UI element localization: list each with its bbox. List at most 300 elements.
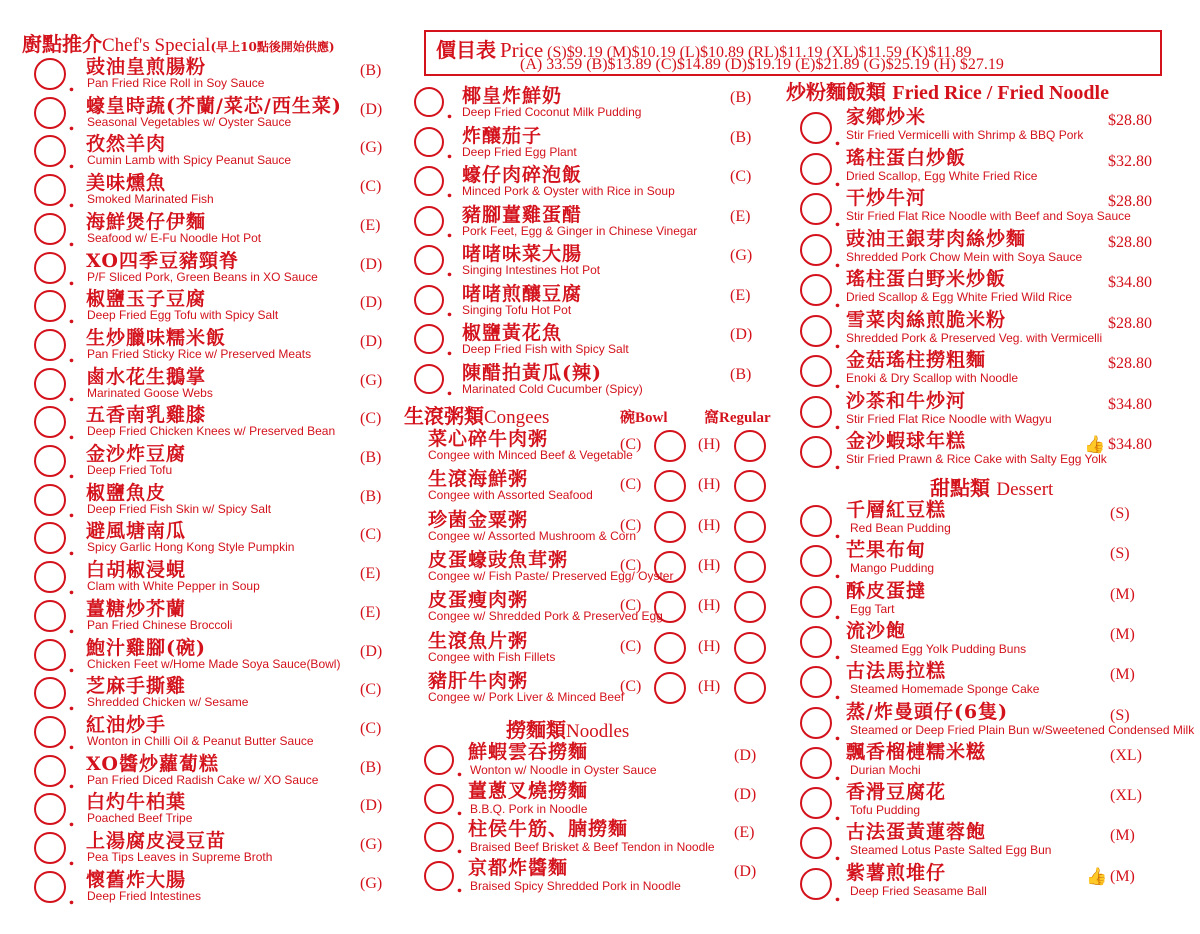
regular-order-checkbox[interactable]: [734, 632, 766, 664]
order-checkbox[interactable]: [800, 545, 832, 577]
price-code: (D): [734, 785, 757, 803]
price-code: (C): [360, 719, 382, 737]
dish-name-cn: 古法馬拉糕: [846, 660, 947, 683]
order-checkbox[interactable]: [34, 755, 66, 787]
dish-name-en: Congee w/ Pork Liver & Minced Beef: [428, 689, 625, 704]
price-code: (D): [360, 255, 383, 273]
bullet-dot: .: [834, 450, 841, 474]
price-code: (G): [360, 371, 383, 389]
bullet-dot: .: [834, 801, 841, 826]
bullet-dot: .: [456, 795, 463, 820]
bowl-order-checkbox[interactable]: [654, 632, 686, 664]
dish-name-en: Wonton w/ Noodle in Oyster Sauce: [470, 763, 657, 777]
order-checkbox[interactable]: [424, 784, 454, 814]
price-code: (C): [360, 681, 382, 699]
bullet-dot: .: [68, 729, 75, 754]
order-checkbox[interactable]: [800, 234, 832, 266]
order-checkbox[interactable]: [34, 793, 66, 825]
bullet-dot: .: [68, 226, 75, 251]
dish-name-cn: 豉油皇煎腸粉: [86, 56, 207, 78]
price-code: $28.80: [1108, 355, 1152, 372]
price-title-cn: 價目表: [436, 38, 496, 62]
dish-name-cn: 古法蛋黃蓮蓉飽: [846, 821, 987, 844]
dish-name-cn: 瑤柱蛋白野米炒飯: [846, 268, 1007, 290]
dish-name-en: Congee with Fish Fillets: [428, 649, 556, 664]
price-code: (M): [1110, 867, 1135, 885]
dish-name-en: Pan Fried Chinese Broccoli: [87, 617, 233, 632]
dish-name-en: Braised Spicy Shredded Pork in Noodle: [470, 878, 681, 893]
dish-name-cn: 紅油炒手: [86, 713, 167, 736]
price-code: (D): [360, 797, 383, 815]
regular-price-code: (H): [698, 556, 721, 574]
dish-name-en: Marinated Cold Cucumber (Spicy): [462, 381, 643, 396]
order-checkbox[interactable]: [414, 245, 444, 275]
dish-name-cn: 陳醋拍黃瓜(辣): [462, 361, 602, 384]
dish-name-cn: 蒸/炸曼頭仔(6隻): [846, 700, 1009, 723]
dish-name-en: P/F Sliced Pork, Green Beans in XO Sauce: [87, 269, 318, 284]
regular-order-checkbox[interactable]: [734, 591, 766, 623]
price-code: (S): [1110, 505, 1130, 522]
bullet-dot: .: [68, 884, 75, 909]
dish-name-en: Congee with Assorted Seafood: [428, 488, 593, 503]
order-checkbox[interactable]: [800, 827, 832, 859]
price-code: (C): [730, 168, 752, 185]
congee-regular-header: [704, 405, 771, 430]
congee-header: [404, 404, 549, 430]
order-checkbox[interactable]: [414, 324, 444, 354]
price-code: $32.80: [1108, 152, 1152, 170]
price-line-2: (A) 33.59 (B)$13.89 (C)$14.89 (D)$19.19 (E)$21.89 (G)$25.19 (H) $27.19: [520, 56, 1004, 73]
thumbs-up-icon: 👍: [1086, 866, 1108, 887]
price-code: $28.80: [1108, 314, 1152, 332]
dish-name-en: Seafood w/ E-Fu Noodle Hot Pot: [87, 230, 262, 245]
order-checkbox[interactable]: [800, 626, 832, 658]
dish-name-cn: 椒鹽魚皮: [86, 481, 167, 504]
dish-name-cn: 瑤柱蛋白炒飯: [846, 146, 967, 169]
bullet-dot: .: [68, 420, 75, 445]
dish-name-en: Congee w/ Fish Paste/ Preserved Egg/ Oyster: [428, 568, 674, 583]
order-checkbox[interactable]: [424, 861, 454, 891]
bullet-dot: .: [834, 328, 841, 353]
noodles-title-en: Noodles: [566, 721, 630, 742]
price-code: (D): [734, 862, 757, 880]
bullet-dot: .: [456, 757, 463, 781]
dish-name-cn: 芒果布甸: [846, 539, 927, 562]
dish-name-en: Singing Tofu Hot Pot: [462, 302, 572, 317]
dish-name-cn: 雪菜肉絲煎脆米粉: [846, 308, 1007, 331]
dish-name-cn: 豉油王銀芽肉絲炒麵: [846, 227, 1027, 250]
dish-name-en: Red Bean Pudding: [850, 521, 951, 535]
price-code: $34.80: [1108, 436, 1152, 453]
price-table-box: [424, 30, 1162, 76]
bullet-dot: .: [68, 691, 75, 716]
price-title-en: Price: [500, 38, 544, 62]
bullet-dot: .: [446, 296, 453, 321]
order-checkbox[interactable]: [800, 274, 832, 306]
order-checkbox[interactable]: [800, 112, 832, 144]
order-checkbox[interactable]: [800, 868, 832, 900]
dish-name-en: Durian Mochi: [850, 762, 921, 777]
dish-name-cn: 鮑汁雞腳(碗): [86, 636, 206, 659]
price-code: (C): [360, 178, 382, 196]
dish-name-cn: 蠔皇時蔬(芥蘭/菜芯/西生菜): [86, 94, 342, 117]
order-checkbox[interactable]: [34, 213, 66, 245]
dish-name-cn: 美味燻魚: [86, 172, 167, 195]
price-code: (D): [734, 747, 757, 764]
bullet-dot: .: [446, 178, 453, 202]
bowl-price-code: (C): [620, 677, 642, 695]
chef-special-header: [22, 28, 335, 57]
regular-price-code: (H): [698, 677, 721, 695]
dish-name-cn: 酥皮蛋撻: [846, 579, 927, 602]
dish-name-en: Congee w/ Shredded Pork & Preserved Egg: [428, 609, 663, 624]
order-checkbox[interactable]: [800, 747, 832, 779]
price-code: $34.80: [1108, 395, 1152, 413]
dish-name-cn: 金沙蝦球年糕: [846, 430, 967, 452]
price-code: (C): [360, 526, 382, 544]
dish-name-en: Smoked Marinated Fish: [87, 192, 214, 207]
dish-name-cn: 白灼牛柏葉: [86, 791, 187, 814]
bowl-label-en: Bowl: [635, 410, 668, 426]
regular-price-code: (H): [698, 597, 721, 615]
dish-name-cn: 芝麻手撕雞: [86, 675, 187, 698]
dish-name-cn: 避風塘南瓜: [86, 520, 187, 543]
bullet-dot: .: [68, 846, 75, 870]
order-checkbox[interactable]: [34, 329, 66, 361]
price-code: (B): [730, 89, 752, 106]
order-checkbox[interactable]: [34, 832, 66, 864]
bowl-price-code: (C): [620, 476, 642, 494]
bullet-dot: .: [834, 680, 841, 705]
bowl-order-checkbox[interactable]: [654, 511, 686, 543]
order-checkbox[interactable]: [800, 153, 832, 185]
dish-name-en: Deep Fried Intestines: [87, 888, 202, 903]
dish-name-en: Congee with Minced Beef & Vegetable: [428, 448, 633, 462]
dish-name-en: Pan Fried Sticky Rice w/ Preserved Meats: [87, 346, 312, 361]
dish-name-cn: 干炒牛河: [846, 187, 927, 209]
bowl-price-code: (C): [620, 436, 642, 453]
dish-name-cn: 懷舊炸大腸: [86, 868, 187, 891]
dish-name-cn: 五香南乳雞膝: [86, 404, 207, 427]
order-checkbox[interactable]: [414, 206, 444, 236]
dish-name-en: Wonton in Chilli Oil & Peanut Butter Sauce: [87, 733, 314, 748]
dish-name-cn: 孜然羊肉: [86, 133, 167, 156]
price-code: (B): [360, 758, 382, 776]
dish-name-cn: 豬肝牛肉粥: [428, 669, 529, 692]
dish-name-en: Marinated Goose Webs: [87, 385, 213, 400]
bullet-dot: .: [68, 652, 75, 677]
dish-name-en: Cumin Lamb with Spicy Peanut Sauce: [87, 153, 292, 168]
order-checkbox[interactable]: [800, 436, 832, 468]
dish-name-cn: 京都炸醬麵: [468, 856, 569, 879]
dish-name-cn: 皮蛋瘦肉粥: [428, 589, 529, 612]
price-code: $34.80: [1108, 274, 1152, 291]
order-checkbox[interactable]: [424, 822, 454, 852]
fried-header: [786, 80, 1109, 105]
order-checkbox[interactable]: [800, 355, 832, 387]
bowl-order-checkbox[interactable]: [654, 672, 686, 704]
bullet-dot: .: [68, 536, 75, 561]
price-code: (B): [730, 365, 752, 383]
dish-name-en: Stir Fried Flat Rice Noodle with Wagyu: [846, 411, 1052, 426]
dish-name-cn: 金沙炸豆腐: [86, 443, 187, 465]
dish-name-en: Poached Beef Tripe: [87, 811, 193, 826]
dish-name-en: Deep Fried Fish with Spicy Salt: [462, 342, 629, 356]
dessert-title-en: Dessert: [996, 479, 1054, 500]
price-code: (D): [730, 326, 753, 343]
bowl-price-code: (C): [620, 637, 642, 655]
dish-name-en: B.B.Q. Pork in Noodle: [470, 801, 588, 816]
bullet-dot: .: [834, 760, 841, 785]
bowl-order-checkbox[interactable]: [654, 551, 686, 583]
chef-special-title-en: Chef's Special: [102, 35, 211, 56]
bullet-dot: .: [834, 409, 841, 434]
dish-name-cn: 紫薯煎堆仔: [846, 861, 947, 884]
dish-name-cn: 椰皇炸鮮奶: [462, 85, 563, 107]
dish-name-cn: 海鮮煲仔伊麵: [86, 210, 207, 233]
dish-name-en: Clam with White Pepper in Soup: [87, 579, 260, 594]
order-checkbox[interactable]: [34, 871, 66, 903]
bullet-dot: .: [834, 126, 841, 150]
order-checkbox[interactable]: [34, 97, 66, 129]
order-checkbox[interactable]: [34, 677, 66, 709]
order-checkbox[interactable]: [34, 58, 66, 90]
dish-name-cn: 鮮蝦雲吞撈麵: [468, 741, 589, 763]
dish-name-en: Pea Tips Leaves in Supreme Broth: [87, 850, 273, 864]
dessert-header: [930, 476, 1053, 502]
order-checkbox[interactable]: [414, 364, 444, 394]
dessert-title-cn: 甜點類: [930, 476, 990, 500]
bullet-dot: .: [834, 599, 841, 624]
dish-name-en: Enoki & Dry Scallop with Noodle: [846, 371, 1019, 385]
price-code: (M): [1110, 666, 1135, 684]
regular-price-code: (H): [698, 637, 721, 655]
price-code: (D): [360, 642, 383, 660]
order-checkbox[interactable]: [34, 484, 66, 516]
dish-name-cn: 珍菌金粟粥: [428, 508, 529, 531]
order-checkbox[interactable]: [800, 787, 832, 819]
order-checkbox[interactable]: [34, 252, 66, 284]
price-code: (B): [360, 62, 382, 79]
dish-name-cn: 薑糖炒芥蘭: [86, 597, 187, 620]
dish-name-en: Deep Fried Fish Skin w/ Spicy Salt: [87, 501, 272, 516]
dish-name-en: Deep Fried Tofu: [87, 463, 173, 477]
price-code: (E): [360, 565, 381, 583]
bullet-dot: .: [834, 841, 841, 866]
bullet-dot: .: [446, 138, 453, 163]
chef-special-title-cn: 廚點推介: [22, 32, 102, 56]
price-code: (G): [360, 836, 383, 853]
fried-title-cn: 炒粉麵飯類: [786, 80, 886, 104]
order-checkbox[interactable]: [414, 87, 444, 117]
bowl-order-checkbox[interactable]: [654, 470, 686, 502]
regular-order-checkbox[interactable]: [734, 551, 766, 583]
order-checkbox[interactable]: [800, 666, 832, 698]
bullet-dot: .: [68, 72, 75, 96]
bullet-dot: .: [834, 720, 841, 745]
thumbs-up-icon: 👍: [1084, 435, 1106, 455]
price-code: (D): [360, 294, 383, 312]
dish-name-en: Pan Fried Rice Roll in Soy Sauce: [87, 76, 265, 90]
regular-price-code: (H): [698, 476, 721, 494]
bullet-dot: .: [834, 519, 841, 543]
price-code: (E): [734, 824, 755, 841]
price-line-1: (S)$9.19 (M)$10.19 (L)$10.89 (RL)$11.19 (XL)$11.59 (K)$11.89: [547, 44, 972, 61]
dish-name-cn: 菜心碎牛肉粥: [428, 428, 549, 450]
bullet-dot: .: [68, 768, 75, 793]
dish-name-cn: 皮蛋蠔豉魚茸粥: [428, 548, 569, 571]
regular-order-checkbox[interactable]: [734, 511, 766, 543]
order-checkbox[interactable]: [800, 505, 832, 537]
order-checkbox[interactable]: [34, 522, 66, 554]
bowl-price-code: (C): [620, 597, 642, 615]
order-checkbox[interactable]: [34, 716, 66, 748]
order-checkbox[interactable]: [800, 586, 832, 618]
bullet-dot: .: [834, 639, 841, 664]
congee-bowl-header: [620, 405, 668, 430]
bullet-dot: .: [68, 807, 75, 832]
dish-name-en: Dried Scallop, Egg White Fried Rice: [846, 168, 1038, 183]
price-code: (E): [360, 216, 381, 234]
bullet-dot: .: [68, 265, 75, 290]
regular-price-code: (H): [698, 436, 721, 453]
bullet-dot: .: [68, 459, 75, 483]
dish-name-cn: 千層紅豆糕: [846, 499, 947, 521]
dish-name-en: Stir Fried Vermicelli with Shrimp & BBQ Pork: [846, 128, 1084, 142]
dish-name-en: Dried Scallop & Egg White Fried Wild Rice: [846, 290, 1073, 304]
dish-name-cn: 香滑豆腐花: [846, 781, 947, 804]
dish-name-en: Minced Pork & Oyster with Rice in Soup: [462, 184, 675, 198]
dish-name-en: Steamed Egg Yolk Pudding Buns: [850, 641, 1027, 656]
dish-name-en: Egg Tart: [850, 601, 895, 616]
order-checkbox[interactable]: [34, 135, 66, 167]
bullet-dot: .: [68, 342, 75, 367]
bullet-dot: .: [446, 375, 453, 400]
dish-name-en: Stir Fried Flat Rice Noodle with Beef and Soya Sauce: [846, 209, 1131, 223]
fried-title-en: Fried Rice / Fried Noodle: [892, 82, 1109, 104]
price-code: (M): [1110, 827, 1135, 845]
order-checkbox[interactable]: [34, 600, 66, 632]
dish-name-cn: XO醬炒蘿蔔糕: [86, 752, 219, 775]
bullet-dot: .: [68, 188, 75, 213]
dish-name-cn: 生滾魚片粥: [428, 629, 529, 652]
dish-name-en: Steamed or Deep Fried Plain Bun w/Sweetened Condensed Milk: [850, 722, 1195, 737]
order-checkbox[interactable]: [34, 290, 66, 322]
price-code: (B): [730, 128, 752, 146]
order-checkbox[interactable]: [34, 445, 66, 477]
order-checkbox[interactable]: [800, 193, 832, 225]
price-code: (G): [730, 247, 753, 264]
price-code: (G): [360, 139, 383, 157]
order-checkbox[interactable]: [424, 745, 454, 775]
dish-name-cn: 家鄉炒米: [846, 106, 927, 128]
bullet-dot: .: [834, 247, 841, 272]
price-code: (C): [360, 410, 382, 428]
order-checkbox[interactable]: [800, 396, 832, 428]
bowl-order-checkbox[interactable]: [654, 591, 686, 623]
bullet-dot: .: [446, 257, 453, 281]
price-code: $28.80: [1108, 193, 1152, 210]
order-checkbox[interactable]: [34, 639, 66, 671]
dish-name-en: Deep Fried Egg Plant: [462, 144, 577, 159]
price-code: (M): [1110, 625, 1135, 643]
price-code: (D): [360, 332, 383, 350]
dish-name-cn: 椒鹽玉子豆腐: [86, 288, 207, 311]
dish-name-cn: 生炒臘味糯米飯: [86, 326, 227, 349]
dish-name-en: Deep Fried Coconut Milk Pudding: [462, 105, 642, 119]
dish-name-en: Pork Feet, Egg & Ginger in Chinese Vinegar: [462, 223, 698, 238]
dish-name-cn: 薑蔥叉燒撈麵: [468, 779, 589, 802]
regular-label-cn: 窩: [704, 408, 720, 426]
dish-name-cn: 白胡椒浸蜆: [86, 559, 187, 582]
dish-name-en: Deep Fried Seasame Ball: [850, 883, 987, 898]
bullet-dot: .: [446, 336, 453, 360]
dish-name-en: Pan Fried Diced Radish Cake w/ XO Sauce: [87, 772, 319, 787]
dish-name-cn: 沙茶和牛炒河: [846, 389, 967, 412]
dish-name-cn: 金菇瑤柱撈粗麵: [846, 349, 987, 371]
congee-title-cn: 生滾粥類: [404, 404, 484, 428]
dish-name-en: Mango Pudding: [850, 561, 935, 576]
dish-name-en: Chicken Feet w/Home Made Soya Sauce(Bowl): [87, 656, 341, 671]
dish-name-cn: 生滾海鮮粥: [428, 468, 529, 491]
order-checkbox[interactable]: [34, 406, 66, 438]
order-checkbox[interactable]: [800, 707, 832, 739]
order-checkbox[interactable]: [414, 127, 444, 157]
regular-label-en: Regular: [719, 410, 771, 426]
dish-name-en: Shredded Pork & Preserved Veg. with Vermicelli: [846, 330, 1103, 345]
bowl-order-checkbox[interactable]: [654, 430, 686, 462]
bullet-dot: .: [446, 217, 453, 242]
bullet-dot: .: [446, 99, 453, 123]
regular-order-checkbox[interactable]: [734, 672, 766, 704]
bullet-dot: .: [68, 613, 75, 638]
regular-order-checkbox[interactable]: [734, 430, 766, 462]
dish-name-en: Stir Fried Prawn & Rice Cake with Salty Egg Yolk: [846, 452, 1107, 466]
dish-name-en: Steamed Homemade Sponge Cake: [850, 682, 1040, 697]
order-checkbox[interactable]: [414, 166, 444, 196]
price-code: $28.80: [1108, 112, 1152, 129]
order-checkbox[interactable]: [34, 174, 66, 206]
dish-name-en: Shredded Pork Chow Mein with Soya Sauce: [846, 249, 1083, 264]
bullet-dot: .: [834, 881, 841, 906]
price-code: (G): [360, 874, 383, 892]
dish-name-en: Shredded Chicken w/ Sesame: [87, 695, 249, 710]
dish-name-cn: XO四季豆豬頸脊: [86, 249, 239, 272]
dish-name-cn: 柱侯牛筋、腩撈麵: [468, 818, 629, 840]
bowl-label-cn: 碗: [620, 408, 636, 426]
dish-name-cn: 流沙飽: [846, 619, 907, 642]
order-checkbox[interactable]: [414, 285, 444, 315]
dish-name-cn: 豬腳薑雞蛋醋: [462, 203, 583, 226]
noodles-title-cn: 撈麵類: [506, 718, 566, 742]
order-checkbox[interactable]: [34, 561, 66, 593]
bullet-dot: .: [68, 381, 75, 406]
price-code: (S): [1110, 706, 1130, 724]
order-checkbox[interactable]: [34, 368, 66, 400]
order-checkbox[interactable]: [800, 315, 832, 347]
price-code: (E): [360, 603, 381, 621]
bullet-dot: .: [68, 497, 75, 522]
regular-order-checkbox[interactable]: [734, 470, 766, 502]
bullet-dot: .: [834, 288, 841, 312]
bullet-dot: .: [834, 559, 841, 584]
bullet-dot: .: [68, 149, 75, 174]
congee-title-en: Congees: [484, 407, 550, 428]
dish-name-cn: 椒鹽黃花魚: [462, 322, 563, 344]
bullet-dot: .: [834, 207, 841, 231]
regular-price-code: (H): [698, 516, 721, 534]
dish-name-en: Deep Fried Chicken Knees w/ Preserved Bean: [87, 424, 336, 439]
